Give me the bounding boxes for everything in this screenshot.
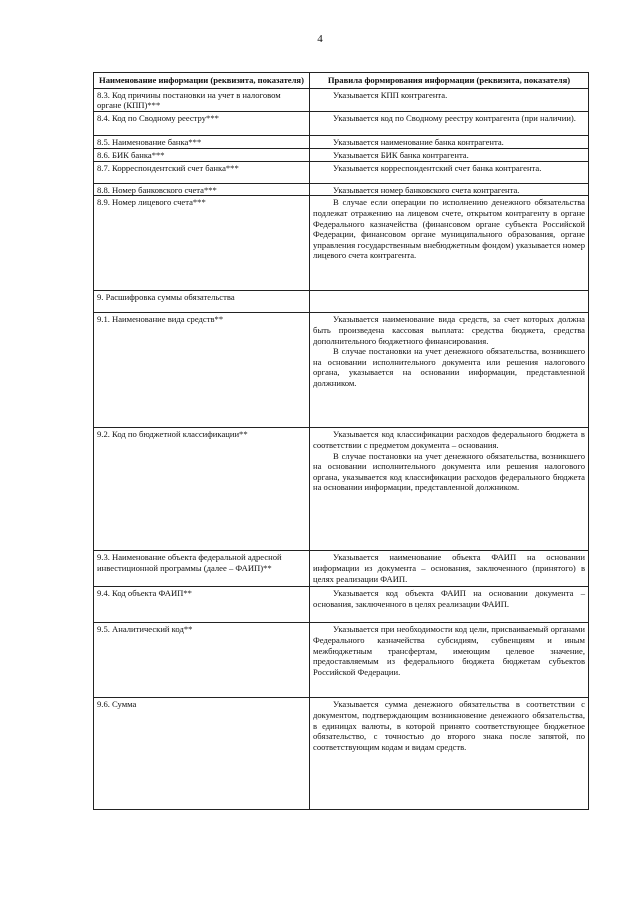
table-row (94, 196, 589, 291)
requisite-rule-cell (310, 111, 589, 135)
rule-paragraph: Указывается КПП контрагента. (333, 89, 448, 100)
rule-paragraph: Указывается код объекта ФАИП на основании документа – основания, заключенного в целях реализации ФАИП. (313, 588, 585, 609)
requisite-rule-cell (310, 183, 589, 196)
rule-paragraph: В случае постановки на учет денежного обязательства, возникшего на основании исполнительного документа или решения налогового органа, указывается код классификации расходов федерального бюджета на основании информации, представленной должником. (313, 450, 585, 493)
table-row (94, 291, 589, 313)
header-name-column: Наименование информации (реквизита, показателя) (94, 73, 310, 89)
requisite-name-cell: 8.3. Код причины постановки на учет в налоговом органе (КПП)*** (94, 88, 310, 111)
table-row (94, 698, 589, 810)
table-row (94, 148, 589, 161)
requisite-name-cell: 9.6. Сумма (94, 698, 310, 810)
rule-paragraph: Указывается номер банковского счета контрагента. (333, 184, 520, 195)
requisite-name-cell: 8.8. Номер банковского счета*** (94, 183, 310, 196)
requisite-name-cell: 9.3. Наименование объекта федеральной адресной инвестиционной программы (далее – ФАИП)** (94, 551, 310, 587)
requisites-table (93, 72, 589, 810)
requisite-rule-cell (310, 88, 589, 111)
rule-paragraph: Указывается наименование банка контрагента. (333, 136, 504, 147)
requisite-name-cell: 8.6. БИК банка*** (94, 148, 310, 161)
requisite-rule-cell (310, 698, 589, 810)
rule-paragraph: Указывается корреспондентский счет банка контрагента. (333, 162, 542, 173)
requisite-rule-cell (310, 428, 589, 551)
rule-paragraph: Указывается код по Сводному реестру контрагента (при наличии). (333, 112, 576, 123)
requisite-name-cell: 9. Расшифровка суммы обязательства (94, 291, 310, 313)
requisite-rule-cell (310, 148, 589, 161)
requisite-rule-cell (310, 291, 589, 313)
rule-paragraph: Указывается при необходимости код цели, присваиваемый органами Федерального казначейства субсидиям, субвенциям и иным межбюджетным трансфертам, имеющим целевое значение, предоставляемым из федерального бюджета бюджетам субъектов Российской Федерации. (313, 624, 585, 677)
requisite-name-cell: 8.5. Наименование банка*** (94, 135, 310, 148)
requisite-name-cell: 9.5. Аналитический код** (94, 623, 310, 698)
table-row (94, 111, 589, 135)
rule-paragraph: Указывается наименование объекта ФАИП на основании информации из документа – основания, заключенного (принятого) в целях реализации ФАИП. (313, 552, 585, 584)
requisite-name-cell: 8.7. Корреспондентский счет банка*** (94, 161, 310, 183)
requisite-rule-cell (310, 623, 589, 698)
requisite-rule-cell (310, 135, 589, 148)
table-row (94, 88, 589, 111)
table-header-row (94, 73, 589, 89)
table-row (94, 551, 589, 587)
table-row (94, 428, 589, 551)
header-rule-column: Правила формирования информации (реквизита, показателя) (310, 73, 589, 89)
rule-paragraph: Указывается наименование вида средств, за счет которых должна быть произведена кассовая выплата: средства бюджета, средства дополнительного бюджетного финансирования. (313, 314, 585, 346)
requisite-name-cell: 9.2. Код по бюджетной классификации** (94, 428, 310, 551)
requisite-rule-cell (310, 551, 589, 587)
table-row (94, 183, 589, 196)
table-row (94, 623, 589, 698)
table-row (94, 161, 589, 183)
requisite-rule-cell (310, 313, 589, 428)
rule-paragraph: Указывается код классификации расходов федерального бюджета в соответствии с предметом документа – основания. (313, 429, 585, 450)
requisite-rule-cell (310, 161, 589, 183)
table-row (94, 587, 589, 623)
table-row (94, 135, 589, 148)
requisite-name-cell: 9.4. Код объекта ФАИП** (94, 587, 310, 623)
requisite-name-cell: 8.9. Номер лицевого счета*** (94, 196, 310, 291)
requisite-name-cell: 8.4. Код по Сводному реестру*** (94, 111, 310, 135)
page-number: 4 (317, 33, 323, 45)
rule-paragraph: В случае постановки на учет денежного обязательства, возникшего на основании исполнительного документа или решения налогового органа, указывается на основании информации, представленной должником. (313, 346, 585, 388)
requisite-rule-cell (310, 196, 589, 291)
rule-paragraph: Указывается сумма денежного обязательства в соответствии с документом, подтверждающим возникновение денежного обязательства, в единицах валюты, в которой принято соответствующее бюджетное обязательство, с точностью до второго знака после запятой, по соответствующим кодам и видам средств. (313, 699, 585, 752)
requisite-name-cell: 9.1. Наименование вида средств** (94, 313, 310, 428)
requisite-rule-cell (310, 587, 589, 623)
table-row (94, 313, 589, 428)
rule-paragraph: В случае если операции по исполнению денежного обязательства подлежат отражению на лицевом счете, открытом контрагенту в органе Федерального казначейства (финансовом органе субъекта Российской Федерации, финансовом органе муниципального образования, органе управления государственным внебюджетным фондом) указывается номер лицевого счета контрагента. (313, 197, 585, 261)
rule-paragraph: Указывается БИК банка контрагента. (333, 149, 469, 160)
